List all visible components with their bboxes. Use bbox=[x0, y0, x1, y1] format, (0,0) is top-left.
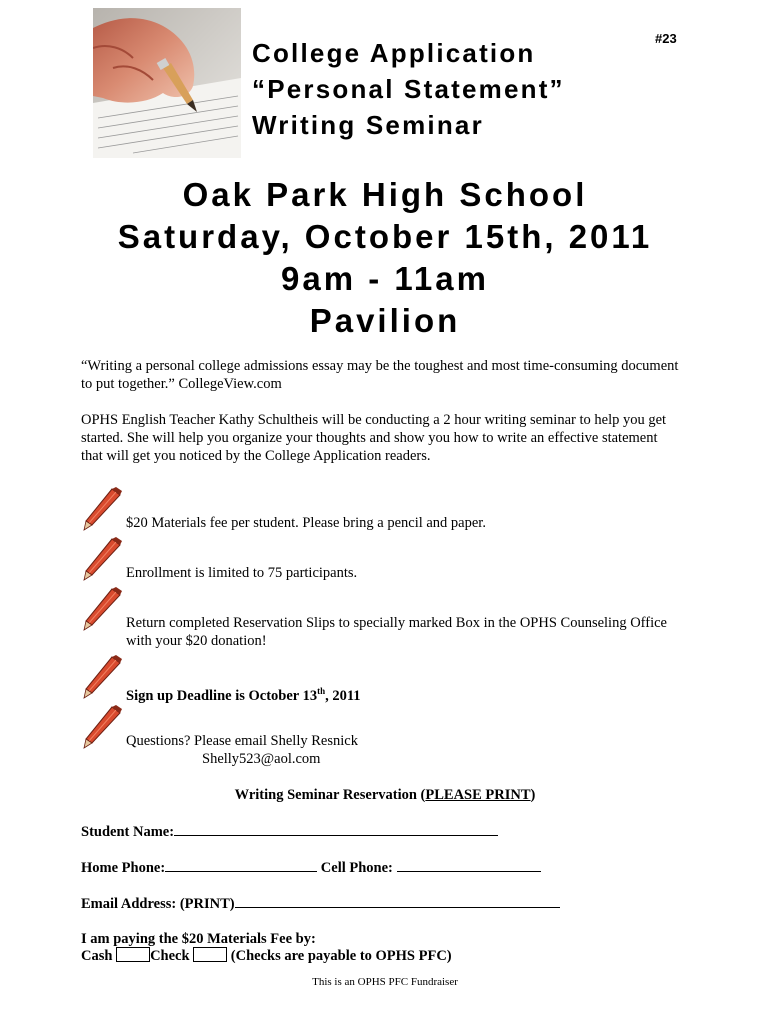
payment-row bbox=[81, 947, 452, 965]
reservation-form-title bbox=[0, 786, 770, 804]
pencil-icon bbox=[82, 537, 124, 581]
contact-email: Shelly523@aol.com bbox=[202, 751, 321, 767]
form-title-text: Writing Seminar Reservation ( bbox=[234, 787, 426, 803]
checks-payable-note: (Checks are payable to OPHS PFC) bbox=[230, 948, 452, 964]
writing-hand-photo bbox=[93, 8, 241, 158]
bullet-enrollment: Enrollment is limited to 75 participants. bbox=[126, 565, 358, 581]
quote-paragraph: “Writing a personal college admissions essay may be the toughest and most time-consuming document to put together.” CollegeView.com bbox=[81, 358, 679, 392]
pencil-icon bbox=[82, 705, 124, 749]
deadline-year: , 2011 bbox=[325, 687, 361, 704]
check-checkbox[interactable] bbox=[193, 947, 227, 962]
cell-phone-field[interactable] bbox=[397, 858, 541, 872]
cash-checkbox[interactable] bbox=[116, 947, 150, 962]
title-line-2: “Personal Statement” bbox=[252, 74, 565, 104]
pencil-icon bbox=[82, 487, 124, 531]
title-line-3: Writing Seminar bbox=[252, 110, 484, 140]
please-print-text: PLEASE PRINT bbox=[425, 787, 531, 803]
event-location: Oak Park High School bbox=[182, 176, 588, 213]
event-date: Saturday, October 15th, 2011 bbox=[117, 218, 653, 255]
deadline-superscript: th bbox=[317, 686, 326, 696]
payment-label: I am paying the $20 Materials Fee by: bbox=[81, 931, 316, 947]
check-label: Check bbox=[150, 948, 190, 964]
bullet-questions: Questions? Please email Shelly Resnick bbox=[126, 733, 358, 749]
document-number: #23 bbox=[655, 31, 677, 46]
cash-label: Cash bbox=[81, 948, 113, 964]
pencil-icon bbox=[82, 655, 124, 699]
email-label: Email Address: (PRINT) bbox=[81, 896, 235, 912]
title-line-1: College Application bbox=[252, 38, 536, 68]
pencil-icon bbox=[82, 587, 124, 631]
event-venue: Pavilion bbox=[309, 302, 461, 339]
email-field[interactable] bbox=[235, 894, 560, 908]
home-phone-label: Home Phone: bbox=[81, 860, 166, 876]
bullet-materials-fee: $20 Materials fee per student. Please bring a pencil and paper. bbox=[126, 515, 486, 531]
student-name-row bbox=[81, 822, 498, 841]
phone-row bbox=[81, 858, 541, 877]
student-name-field[interactable] bbox=[174, 822, 498, 836]
bullet-deadline bbox=[126, 682, 666, 705]
form-title-close: ) bbox=[530, 787, 536, 803]
footer-note: This is an OPHS PFC Fundraiser bbox=[312, 976, 458, 988]
cell-phone-label: Cell Phone: bbox=[320, 860, 393, 876]
description-paragraph: OPHS English Teacher Kathy Schultheis will be conducting a 2 hour writing seminar to help you get started. She will help you organize your thoughts and show you how to write an effective statement that will get you noticed by the College Application readers. bbox=[81, 412, 667, 464]
home-phone-field[interactable] bbox=[165, 858, 317, 872]
bullet-return-slips: Return completed Reservation Slips to specially marked Box in the OPHS Counseling Office with your $20 donation! bbox=[126, 615, 667, 649]
event-time: 9am - 11am bbox=[281, 260, 489, 297]
deadline-text: Sign up Deadline is October 13 bbox=[126, 687, 318, 704]
student-name-label: Student Name: bbox=[81, 824, 175, 840]
email-row bbox=[81, 894, 560, 913]
